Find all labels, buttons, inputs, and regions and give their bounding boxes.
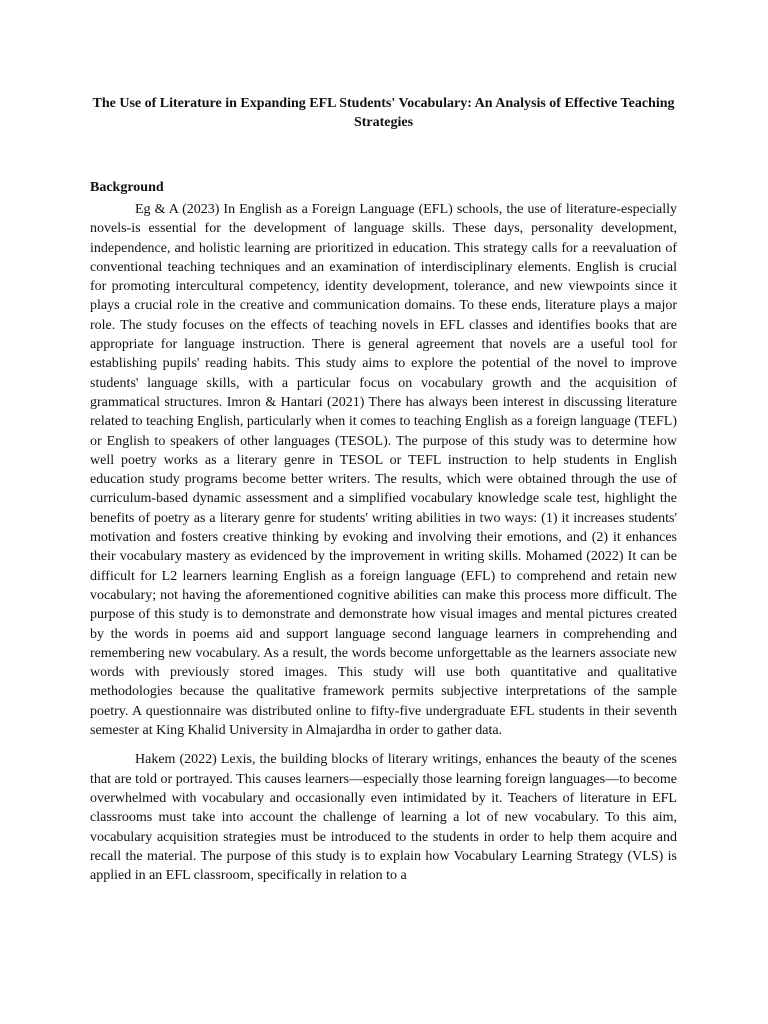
section-heading: Background — [90, 180, 164, 195]
body-paragraph-1: Eg & A (2023) In English as a Foreign Language (EFL) schools, the use of literature-especially novels-is essential for the development of language skills. These days, personality development, independence, and holistic learning are prioritized in education. This strategy calls for a reevaluation of conventional teaching techniques and an examination of interdisciplinary elements. English is crucial for promoting intercultural competency, identity development, tolerance, and new viewpoints since it plays a crucial role in the creative and communication domains. To these ends, literature plays a major role. The study focuses on the effects of teaching novels in EFL classes and identifies books that are appropriate for language instruction. There is general agreement that novels are a useful tool for establishing pupils' reading habits. This study aims to explore the potential of the novel to improve students' language skills, with a particular focus on vocabulary growth and the acquisition of grammatical structures. Imron & Hantari (2021) There has always been interest in discussing literature related to teaching English, particularly when it comes to teaching English as a foreign language (TEFL) or English to speakers of other languages (TESOL). The purpose of this study was to determine how well poetry works as a literary genre in TESOL or TEFL instruction to help students in English education study programs become better writers. The results, which were obtained through the use of curriculum-based dynamic assessment and a simplified vocabulary knowledge scale test, highlight the benefits of poetry as a literary genre for students' writing abilities in two ways: (1) it increases students' motivation and fosters creative thinking by evoking and involving their emotions, and (2) it enhances their vocabulary mastery as evidenced by the improvement in writing skills. Mohamed (2022) It can be difficult for L2 learners learning English as a foreign language (EFL) to comprehend and retain new vocabulary; not having the aforementioned cognitive abilities can make this process more difficult. The purpose of this study is to demonstrate and demonstrate how visual images and mental pictures created by the words in poems aid and support language second language learners in comprehending and remembering new vocabulary. As a result, the words become unforgettable as the learners associate new words with previously stored images. This study will use both quantitative and qualitative methodologies because the qualitative framework permits subjective interpretations of the sample poetry. A questionnaire was distributed online to fifty-five undergraduate EFL students in their seventh semester at King Khalid University in Almajardha in order to gather data. — [90, 202, 677, 739]
document-page — [90, 94, 677, 895]
document-title: The Use of Literature in Expanding EFL Students' Vocabulary: An Analysis of Effective Teaching Strategies — [92, 96, 675, 130]
body-paragraph-2: Hakem (2022) Lexis, the building blocks of literary writings, enhances the beauty of the scenes that are told or portrayed. This causes learners—especially those learning foreign languages—to become overwhelmed with vocabulary and occasionally even intimidated by it. Teachers of literature in EFL classrooms must take into account the challenge of learning a lot of new vocabulary. To this aim, vocabulary acquisition strategies must be introduced to the students in order to help them acquire and recall the material. The purpose of this study is to explain how Vocabulary Learning Strategy (VLS) is applied in an EFL classroom, specifically in relation to a — [90, 752, 677, 884]
